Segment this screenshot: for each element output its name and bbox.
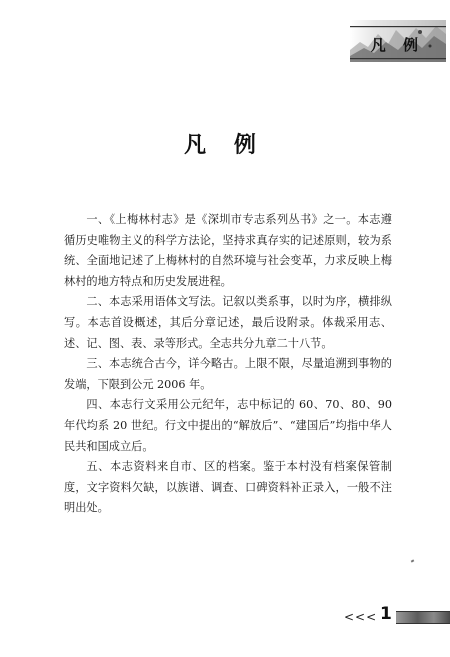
paragraph: 五、本志资料来自市、区的档案。鉴于本村没有档案保管制度，文字资料欠缺，以族谱、调查、口碑资料补正录入，一般不注明出处。 [64,460,392,515]
paragraph: 一、《上梅林村志》是《深圳市专志系列丛书》之一。本志遵循历史唯物主义的科学方法论，坚持求真存实的记述原则，较为系统、全面地记述了上梅林村的自然环境与社会变革，力求反映上梅林村的地方特点和历史发展进程。 [64,213,392,288]
running-header-label: 凡 例 [370,36,424,54]
header-banner [350,20,446,62]
body-text [64,210,392,519]
paragraph: 三、本志统合古今，详今略古。上限不限，尽量追溯到事物的发端，下限到公元 2006 年。 [64,357,392,391]
paragraph: 四、本志行文采用公元纪年，志中标记的 60、70、80、90 年代均系 20 世纪。行文中提出的“解放后”、“建国后”均指中华人民共和国成立后。 [64,398,392,453]
footer-decorative-strip [396,611,450,624]
page-title: 凡 例 [184,133,266,158]
footer-arrows-icon: <<< [344,610,378,624]
scan-speck [411,559,415,562]
page-footer [330,606,450,630]
page-number: 1 [380,604,392,624]
paragraph: 二、本志采用语体文写法。记叙以类系事，以时为序，横排纵写。本志首设概述，其后分章记述，最后设附录。体裁采用志、述、记、图、表、录等形式。全志共分九章二十八节。 [64,295,392,350]
